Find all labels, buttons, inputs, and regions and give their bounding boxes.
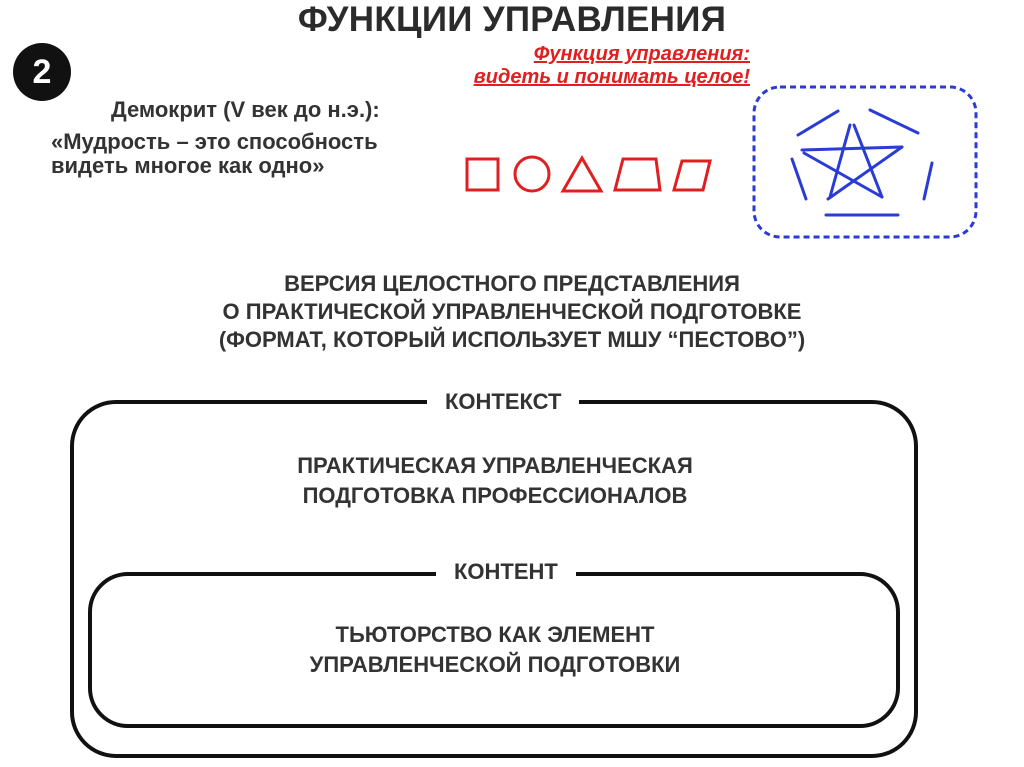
subtitle-line-2: видеть и понимать целое! [473, 66, 750, 88]
practical-line-1: ПРАКТИЧЕСКАЯ УПРАВЛЕНЧЕСКАЯ [297, 453, 693, 478]
version-line-3: (ФОРМАТ, КОТОРЫЙ ИСПОЛЬЗУЕТ МШУ “ПЕСТОВО”) [218, 327, 806, 352]
version-heading [0, 270, 1024, 354]
version-line-1: ВЕРСИЯ ЦЕЛОСТНОГО ПРЕДСТАВЛЕНИЯ [284, 271, 740, 296]
tutoring-text [0, 620, 990, 680]
subtitle [474, 43, 750, 89]
tutoring-line-1: ТЬЮТОРСТВО КАК ЭЛЕМЕНТ [335, 622, 655, 647]
tutoring-line-2: УПРАВЛЕНЧЕСКОЙ ПОДГОТОВКИ [309, 652, 681, 677]
version-line-2: О ПРАКТИЧЕСКОЙ УПРАВЛЕНЧЕСКОЙ ПОДГОТОВКЕ [222, 299, 802, 324]
quote-line-2: видеть многое как одно» [51, 153, 325, 178]
slide-title: ФУНКЦИИ УПРАВЛЕНИЯ [297, 0, 727, 39]
trapezoid-shape [615, 159, 660, 190]
subtitle-line-1: Функция управления: [533, 43, 750, 65]
practical-training-text [0, 451, 990, 511]
star-sticks [792, 110, 932, 215]
parallelogram-shape [674, 161, 710, 190]
circle-shape [515, 157, 549, 191]
content-label: КОНТЕНТ [436, 559, 576, 585]
practical-line-2: ПОДГОТОВКА ПРОФЕССИОНАЛОВ [302, 483, 688, 508]
context-label: КОНТЕКСТ [427, 389, 579, 415]
separate-shapes-illustration [464, 153, 714, 198]
quote [51, 130, 378, 178]
square-shape [467, 159, 498, 190]
triangle-shape [563, 158, 601, 191]
slide-number-badge: 2 [13, 43, 71, 101]
quote-line-1: «Мудрость – это способность [51, 129, 378, 154]
quote-author: Демокрит (V век до н.э.): [111, 97, 380, 122]
whole-star-illustration [752, 85, 982, 243]
